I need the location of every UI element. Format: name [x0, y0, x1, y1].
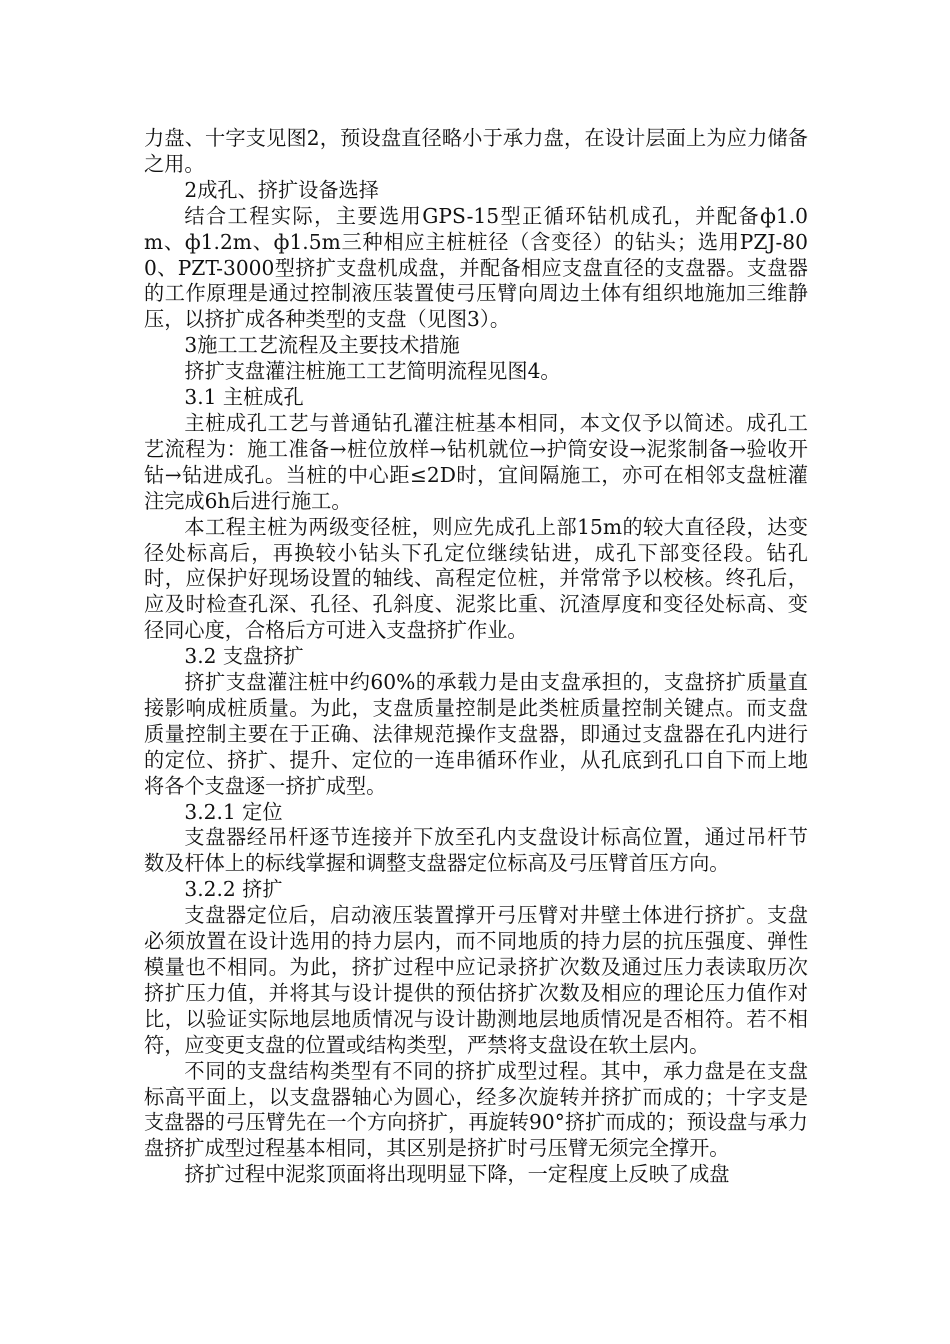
paragraph: 挤扩支盘灌注桩施工工艺简明流程见图4。	[184, 359, 561, 384]
paragraph: 结合工程实际，主要选用GPS-15型正循环钻机成孔，并配备ф1.0m、ф1.2m、ф1.5m三种相应主桩桩径（含变径）的钻头；选用PZJ-800、PZT-3000型挤扩支盘机成盘，并配备相应支盘直径的支盘器。支盘器的工作原理是通过控制液压装置使弓压臂向周边土体有组织地施加三维静压，以挤扩成各种类型的支盘（见图3）。	[144, 203, 808, 332]
paragraph: 挤扩支盘灌注桩中约60%的承载力是由支盘承担的，支盘挤扩质量直接影响成桩质量。为此，支盘质量控制是此类桩质量控制关键点。而支盘质量控制主要在于正确、法律规范操作支盘器，即通过支盘器在孔内进行的定位、挤扩、提升、定位的一连串循环作业，从孔底到孔口自下而上地将各个支盘逐一挤扩成型。	[144, 670, 808, 798]
paragraph: 主桩成孔工艺与普通钻孔灌注桩基本相同，本文仅予以简述。成孔工艺流程为：施工准备→桩位放样→钻机就位→护筒安设→泥浆制备→验收开钻→钻进成孔。当桩的中心距≤2D时，宜间隔施工，亦可在相邻支盘桩灌注完成6h后进行施工。	[144, 410, 808, 513]
paragraph: 力盘、十字支见图2，预设盘直径略小于承力盘，在设计层面上为应力储备之用。	[144, 126, 808, 176]
paragraph: 不同的支盘结构类型有不同的挤扩成型过程。其中，承力盘是在支盘标高平面上，以支盘器轴心为圆心，经多次旋转并挤扩而成的；十字支是支盘器的弓压臂先在一个方向挤扩，再旋转90°挤扩而成的；预设盘与承力盘挤扩成型过程基本相同，其区别是挤扩时弓压臂无须完全撑开。	[144, 1058, 808, 1161]
subsection-heading: 3.2.2 挤扩	[184, 877, 283, 902]
section-heading: 3施工工艺流程及主要技术措施	[184, 333, 460, 358]
subsection-heading: 3.2.1 定位	[184, 799, 283, 824]
section-heading: 3.1 主桩成孔	[184, 385, 304, 410]
paragraph: 本工程主桩为两级变径桩，则应先成孔上部15m的较大直径段，达变径处标高后，再换较小钻头下孔定位继续钻进，成孔下部变径段。钻孔时，应保护好现场设置的轴线、高程定位桩，并常常予以校核。终孔后，应及时检查孔深、孔径、孔斜度、泥浆比重、沉渣厚度和变径处标高、变径同心度，合格后方可进入支盘挤扩作业。	[144, 514, 808, 643]
paragraph: 支盘器经吊杆逐节连接并下放至孔内支盘设计标高位置，通过吊杆节数及杆体上的标线掌握和调整支盘器定位标高及弓压臂首压方向。	[144, 825, 808, 876]
paragraph: 支盘器定位后，启动液压装置撑开弓压臂对井壁土体进行挤扩。支盘必须放置在设计选用的持力层内，而不同地质的持力层的抗压强度、弹性模量也不相同。为此，挤扩过程中应记录挤扩次数及通过压力表读取历次挤扩压力值，并将其与设计提供的预估挤扩次数及相应的理论压力值作对比，以验证实际地层地质情况与设计勘测地层地质情况是否相符。若不相符，应变更支盘的位置或结构类型，严禁将支盘设在软土层内。	[144, 903, 808, 1057]
paragraph: 挤扩过程中泥浆顶面将出现明显下降，一定程度上反映了成盘	[184, 1162, 730, 1187]
document-body	[144, 126, 808, 1188]
section-heading: 2成孔、挤扩设备选择	[184, 177, 379, 202]
section-heading: 3.2 支盘挤扩	[184, 644, 304, 669]
